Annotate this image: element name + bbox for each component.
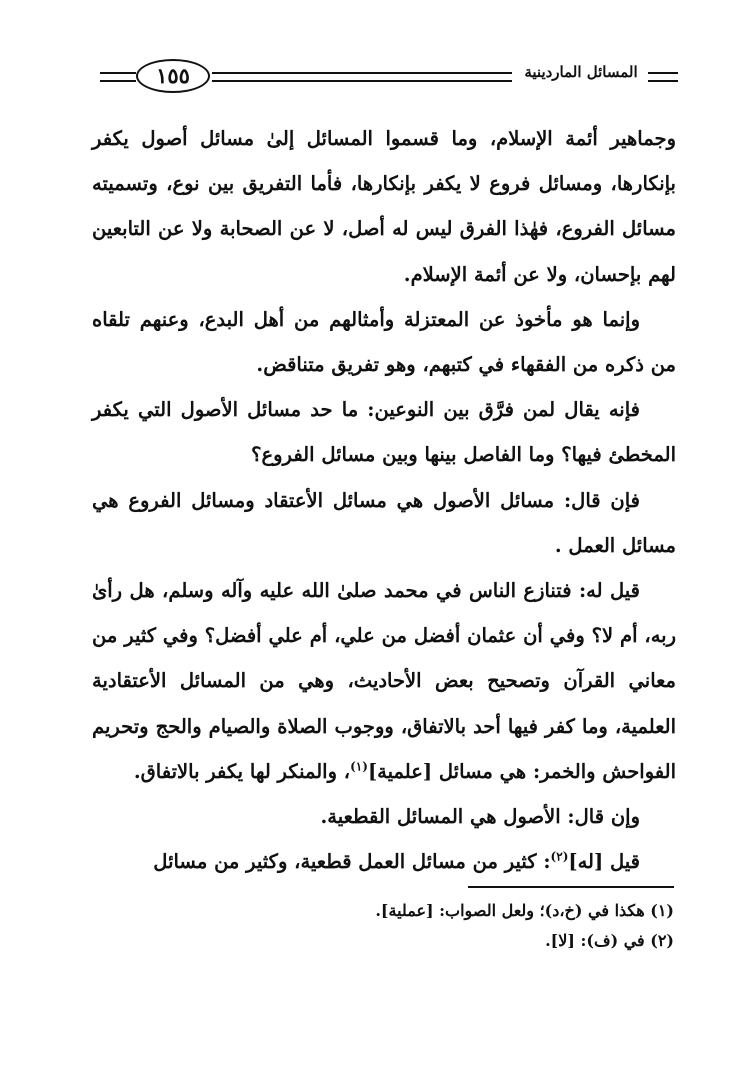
footnote-ref[interactable]: (١) <box>350 759 368 774</box>
paragraph <box>92 839 676 884</box>
paragraph: فإنه يقال لمن فرَّق بين النوعين: ما حد مسائل الأصول التي يكفر المخطئ فيها؟ وما الفاصل بينها وبين مسائل الفروع؟ <box>92 398 676 467</box>
header-rule <box>648 72 678 74</box>
page-header <box>100 58 678 98</box>
footnote-separator <box>468 886 674 888</box>
header-rule <box>100 72 136 74</box>
footnote: (٢) في (ف): [لا]. <box>545 931 674 950</box>
paragraph-text: قيل [له] <box>568 850 640 874</box>
footnote-ref[interactable]: (٢) <box>550 849 569 864</box>
paragraph <box>92 568 676 794</box>
header-rule <box>212 72 512 74</box>
footnote: (١) هكذا في (خ،د)؛ ولعل الصواب: [عملية]. <box>375 901 674 920</box>
paragraph: وجماهير أئمة الإسلام، وما قسموا المسائل إلىٰ مسائل أصول يكفر بإنكارها، ومسائل فروع لا يكفر بإنكارها، فأما التفريق بين نوع، وتسميته مسائل الفروع، فهٰذا الفرق ليس له أصل، لا عن الصحابة ولا عن التابعين لهم بإحسان، ولا عن أئمة الإسلام. <box>92 127 676 286</box>
page-number: ١٥٥ <box>136 59 210 93</box>
running-title: المسائل الماردينية <box>524 63 638 81</box>
paragraph: وإنما هو مأخوذ عن المعتزلة وأمثالهم من أهل البدع، وعنهم تلقاه من ذكره من الفقهاء في كتبهم، وهو تفريق متناقض. <box>92 307 676 377</box>
paragraph-text: قيل له: فتنازع الناس في محمد صلىٰ الله عليه وآله وسلم، هل رأىٰ ربه، أم لا؟ وفي أن عثمان أفضل من علي، أم علي أفضل؟ وفي كثير من معاني القرآن وتصحيح بعض الأحاديث، وهي من المسائل الأعتقادية العلمية، وما كفر فيها أحد بالاتفاق، ووجوب الصلاة والصيام والحج وتحريم الفواحش والخمر: هي مسائل [علمية] <box>92 579 676 783</box>
header-rule <box>648 80 678 82</box>
footnotes <box>300 896 674 956</box>
main-text <box>92 116 676 884</box>
paragraph: وإن قال: الأصول هي المسائل القطعية. <box>320 805 640 829</box>
paragraph: فإن قال: مسائل الأصول هي مسائل الأعتقاد ومسائل الفروع هي مسائل العمل . <box>92 488 676 557</box>
paragraph-text: : كثير من مسائل العمل قطعية، وكثير من مسائل <box>153 850 551 874</box>
paragraph-text: ، والمنكر لها يكفر بالاتفاق. <box>133 759 351 783</box>
header-rule <box>212 80 512 82</box>
header-rule <box>100 80 136 82</box>
